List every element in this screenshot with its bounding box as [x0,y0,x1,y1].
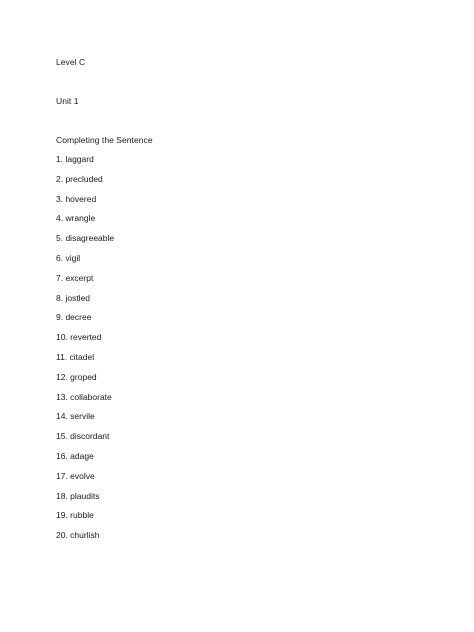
list-item: 1. laggard [56,154,94,164]
list-item: 7. excerpt [56,272,94,283]
list-item: 12. groped [56,371,97,382]
answer-list [56,154,114,550]
list-item: 4. wrangle [56,213,96,224]
list-item: 3. hovered [56,193,97,204]
list-item: 15. discordant [56,431,110,442]
unit-heading: Unit 1 [56,96,79,106]
section-title: Completing the Sentence [56,135,153,145]
list-item: 19. rubble [56,510,94,521]
list-item: 9. decree [56,312,92,323]
list-item: 13. collaborate [56,391,112,402]
level-heading: Level C [56,57,86,67]
list-item: 2. precluded [56,173,103,184]
list-item: 11. citadel [56,351,95,362]
list-item: 20. churlish [56,530,100,541]
list-item: 16. adage [56,450,94,461]
list-item: 10. reverted [56,332,102,343]
list-item: 5. disagreeable [56,233,115,244]
list-item: 8. jostled [56,292,91,303]
list-item: 17. evolve [56,470,95,481]
list-item: 14. servile [56,411,95,422]
list-item: 6. vigil [56,252,81,263]
list-item: 18. plaudits [56,490,100,501]
